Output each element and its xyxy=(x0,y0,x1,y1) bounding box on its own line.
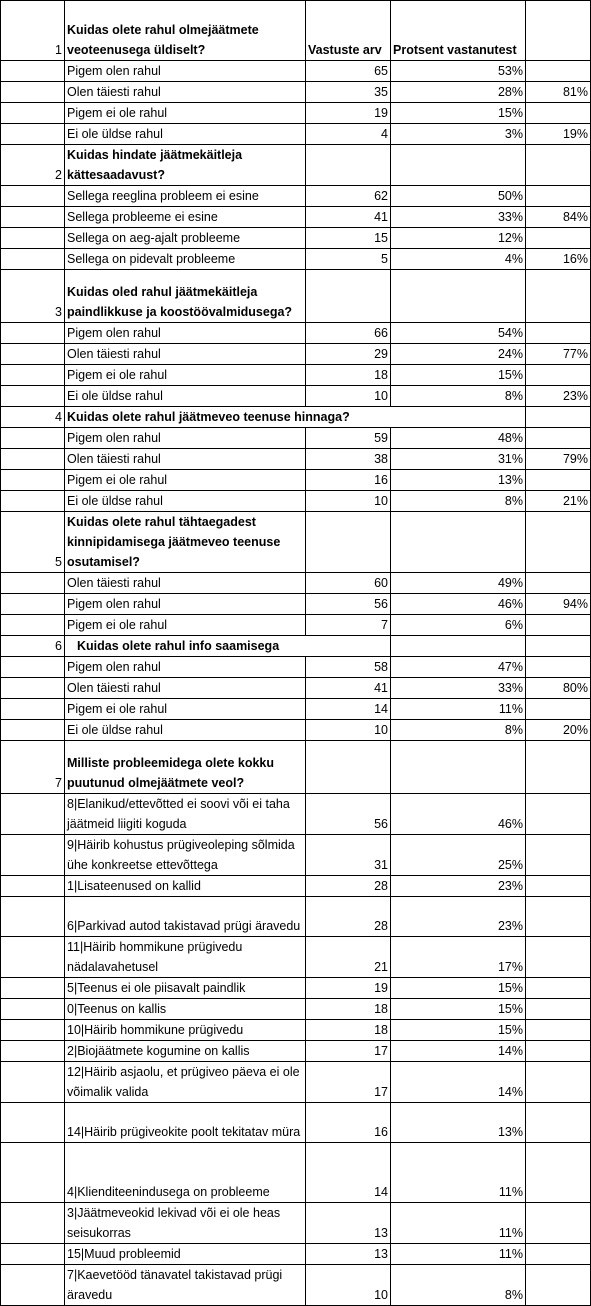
answer-label: Pigem olen rahul xyxy=(65,61,306,82)
empty-cell xyxy=(1,978,65,999)
table-row xyxy=(1,249,591,270)
table-row xyxy=(1,344,591,365)
summary-percent xyxy=(526,1103,591,1143)
empty-cell xyxy=(1,657,65,678)
table-row xyxy=(1,615,591,636)
empty-cell xyxy=(1,386,65,407)
response-count: 17 xyxy=(306,1041,391,1062)
response-percent: 25% xyxy=(391,835,526,876)
answer-label: Olen täiesti rahul xyxy=(65,573,306,594)
empty-cell xyxy=(391,636,526,657)
response-percent: 15% xyxy=(391,365,526,386)
summary-percent xyxy=(526,323,591,344)
table-row xyxy=(1,1265,591,1306)
answer-label: Pigem olen rahul xyxy=(65,594,306,615)
response-percent: 15% xyxy=(391,999,526,1020)
response-percent: 17% xyxy=(391,937,526,978)
response-percent: 33% xyxy=(391,207,526,228)
summary-percent xyxy=(526,186,591,207)
answer-label: 4|Klienditeenindusega on probleeme xyxy=(65,1143,306,1203)
question-number: 2 xyxy=(1,145,65,186)
response-count: 16 xyxy=(306,470,391,491)
summary-percent xyxy=(526,61,591,82)
response-percent: 46% xyxy=(391,594,526,615)
response-percent: 15% xyxy=(391,978,526,999)
response-percent: 23% xyxy=(391,876,526,897)
question-number: 1 xyxy=(1,1,65,61)
response-percent: 54% xyxy=(391,323,526,344)
answer-label: Ei ole üldse rahul xyxy=(65,124,306,145)
response-percent: 6% xyxy=(391,615,526,636)
response-percent: 11% xyxy=(391,699,526,720)
empty-cell xyxy=(1,249,65,270)
response-count: 18 xyxy=(306,999,391,1020)
response-percent: 33% xyxy=(391,678,526,699)
response-count: 41 xyxy=(306,207,391,228)
summary-percent xyxy=(526,1020,591,1041)
response-percent: 31% xyxy=(391,449,526,470)
table-row xyxy=(1,1062,591,1103)
answer-label: 5|Teenus ei ole piisavalt paindlik xyxy=(65,978,306,999)
response-percent: 4% xyxy=(391,249,526,270)
response-count: 14 xyxy=(306,699,391,720)
header-percent: Protsent vastanutest xyxy=(391,1,526,61)
response-percent: 12% xyxy=(391,228,526,249)
table-row xyxy=(1,228,591,249)
empty-cell xyxy=(1,124,65,145)
response-count: 56 xyxy=(306,794,391,835)
response-percent: 24% xyxy=(391,344,526,365)
response-count: 17 xyxy=(306,1062,391,1103)
table-row xyxy=(1,720,591,741)
question-row xyxy=(1,1,591,61)
response-percent: 28% xyxy=(391,82,526,103)
table-row xyxy=(1,61,591,82)
empty-cell xyxy=(1,344,65,365)
summary-percent xyxy=(526,1244,591,1265)
response-percent: 3% xyxy=(391,124,526,145)
response-count: 16 xyxy=(306,1103,391,1143)
table-row xyxy=(1,1244,591,1265)
empty-cell xyxy=(1,61,65,82)
summary-percent: 20% xyxy=(526,720,591,741)
summary-percent xyxy=(526,876,591,897)
answer-label: Pigem olen rahul xyxy=(65,428,306,449)
summary-percent xyxy=(526,1062,591,1103)
summary-percent xyxy=(526,1143,591,1203)
summary-percent: 21% xyxy=(526,491,591,512)
response-count: 56 xyxy=(306,594,391,615)
summary-percent xyxy=(526,428,591,449)
summary-percent xyxy=(526,615,591,636)
response-count: 28 xyxy=(306,876,391,897)
answer-label: 0|Teenus on kallis xyxy=(65,999,306,1020)
response-count: 38 xyxy=(306,449,391,470)
empty-cell xyxy=(1,1020,65,1041)
answer-label: 9|Häirib kohustus prügiveoleping sõlmida ühe konkreetse ettevõttega xyxy=(65,835,306,876)
question-text: Kuidas olete rahul jäätmeveo teenuse hinnaga? xyxy=(65,407,526,428)
response-count: 62 xyxy=(306,186,391,207)
answer-label: Sellega on aeg-ajalt probleeme xyxy=(65,228,306,249)
response-count: 13 xyxy=(306,1244,391,1265)
response-count: 35 xyxy=(306,82,391,103)
summary-percent xyxy=(526,897,591,937)
empty-cell xyxy=(1,186,65,207)
question-row xyxy=(1,145,591,186)
summary-percent xyxy=(526,835,591,876)
response-count: 10 xyxy=(306,1265,391,1306)
summary-percent: 80% xyxy=(526,678,591,699)
response-percent: 46% xyxy=(391,794,526,835)
answer-label: 3|Jäätmeveokid lekivad või ei ole heas seisukorras xyxy=(65,1203,306,1244)
response-count: 7 xyxy=(306,615,391,636)
response-percent: 15% xyxy=(391,103,526,124)
empty-cell xyxy=(1,678,65,699)
response-count: 18 xyxy=(306,1020,391,1041)
empty-cell xyxy=(391,512,526,573)
summary-percent xyxy=(526,103,591,124)
response-count: 5 xyxy=(306,249,391,270)
empty-cell xyxy=(1,103,65,124)
answer-label: Sellega reeglina probleem ei esine xyxy=(65,186,306,207)
empty-cell xyxy=(1,720,65,741)
summary-percent: 77% xyxy=(526,344,591,365)
response-count: 58 xyxy=(306,657,391,678)
response-count: 19 xyxy=(306,103,391,124)
response-percent: 8% xyxy=(391,1265,526,1306)
empty-cell xyxy=(1,835,65,876)
response-percent: 8% xyxy=(391,720,526,741)
table-row xyxy=(1,1103,591,1143)
response-percent: 14% xyxy=(391,1062,526,1103)
empty-cell xyxy=(1,365,65,386)
table-row xyxy=(1,937,591,978)
response-percent: 47% xyxy=(391,657,526,678)
response-percent: 15% xyxy=(391,1020,526,1041)
summary-percent xyxy=(526,1041,591,1062)
empty-cell xyxy=(526,636,591,657)
table-row xyxy=(1,1020,591,1041)
empty-cell xyxy=(526,512,591,573)
answer-label: Ei ole üldse rahul xyxy=(65,720,306,741)
answer-label: 10|Häirib hommikune prügivedu xyxy=(65,1020,306,1041)
answer-label: Olen täiesti rahul xyxy=(65,449,306,470)
table-row xyxy=(1,470,591,491)
empty-cell xyxy=(1,897,65,937)
answer-label: Ei ole üldse rahul xyxy=(65,491,306,512)
question-text: Kuidas olete rahul info saamisega xyxy=(65,636,391,657)
summary-percent xyxy=(526,1203,591,1244)
answer-label: Pigem ei ole rahul xyxy=(65,615,306,636)
table-row xyxy=(1,124,591,145)
empty-cell xyxy=(1,1062,65,1103)
table-row xyxy=(1,897,591,937)
answer-label: Sellega on pidevalt probleeme xyxy=(65,249,306,270)
question-row xyxy=(1,512,591,573)
response-count: 29 xyxy=(306,344,391,365)
empty-cell xyxy=(526,741,591,794)
empty-cell xyxy=(1,573,65,594)
table-row xyxy=(1,1143,591,1203)
response-count: 65 xyxy=(306,61,391,82)
header-count: Vastuste arv xyxy=(306,1,391,61)
table-row xyxy=(1,699,591,720)
question-text: Milliste probleemidega olete kokku puutunud olmejäätmete veol? xyxy=(65,741,306,794)
summary-percent: 16% xyxy=(526,249,591,270)
response-count: 31 xyxy=(306,835,391,876)
summary-percent: 81% xyxy=(526,82,591,103)
question-text: Kuidas oled rahul jäätmekäitleja paindlikkuse ja koostöövalmidusega? xyxy=(65,270,306,323)
answer-label: 11|Häirib hommikune prügivedu nädalavahetusel xyxy=(65,937,306,978)
table-row xyxy=(1,103,591,124)
empty-cell xyxy=(526,1,591,61)
response-percent: 11% xyxy=(391,1203,526,1244)
summary-percent xyxy=(526,470,591,491)
response-count: 66 xyxy=(306,323,391,344)
empty-cell xyxy=(1,615,65,636)
table-row xyxy=(1,573,591,594)
empty-cell xyxy=(1,449,65,470)
response-count: 60 xyxy=(306,573,391,594)
empty-cell xyxy=(526,407,591,428)
empty-cell xyxy=(306,145,391,186)
answer-label: 7|Kaevetööd tänavatel takistavad prügi äravedu xyxy=(65,1265,306,1306)
response-count: 10 xyxy=(306,386,391,407)
summary-percent: 19% xyxy=(526,124,591,145)
summary-percent xyxy=(526,573,591,594)
empty-cell xyxy=(1,699,65,720)
empty-cell xyxy=(1,323,65,344)
response-percent: 23% xyxy=(391,897,526,937)
empty-cell xyxy=(1,937,65,978)
summary-percent: 79% xyxy=(526,449,591,470)
response-percent: 11% xyxy=(391,1244,526,1265)
question-row xyxy=(1,741,591,794)
response-count: 4 xyxy=(306,124,391,145)
response-count: 13 xyxy=(306,1203,391,1244)
summary-percent xyxy=(526,657,591,678)
empty-cell xyxy=(391,741,526,794)
answer-label: Ei ole üldse rahul xyxy=(65,386,306,407)
response-count: 59 xyxy=(306,428,391,449)
answer-label: Pigem ei ole rahul xyxy=(65,365,306,386)
response-count: 18 xyxy=(306,365,391,386)
answer-label: Sellega probleeme ei esine xyxy=(65,207,306,228)
response-percent: 48% xyxy=(391,428,526,449)
table-row xyxy=(1,1041,591,1062)
table-row xyxy=(1,491,591,512)
answer-label: Olen täiesti rahul xyxy=(65,82,306,103)
summary-percent xyxy=(526,999,591,1020)
response-percent: 49% xyxy=(391,573,526,594)
empty-cell xyxy=(1,594,65,615)
question-number: 6 xyxy=(1,636,65,657)
summary-percent: 94% xyxy=(526,594,591,615)
question-number: 5 xyxy=(1,512,65,573)
answer-label: Olen täiesti rahul xyxy=(65,678,306,699)
table-row xyxy=(1,323,591,344)
table-row xyxy=(1,207,591,228)
empty-cell xyxy=(1,82,65,103)
question-row xyxy=(1,270,591,323)
summary-percent xyxy=(526,365,591,386)
empty-cell xyxy=(1,428,65,449)
response-count: 15 xyxy=(306,228,391,249)
response-count: 28 xyxy=(306,897,391,937)
empty-cell xyxy=(1,207,65,228)
question-number: 4 xyxy=(1,407,65,428)
response-count: 10 xyxy=(306,491,391,512)
table-row xyxy=(1,999,591,1020)
answer-label: Pigem olen rahul xyxy=(65,657,306,678)
answer-label: Pigem olen rahul xyxy=(65,323,306,344)
response-percent: 11% xyxy=(391,1143,526,1203)
answer-label: 2|Biojäätmete kogumine on kallis xyxy=(65,1041,306,1062)
empty-cell xyxy=(1,794,65,835)
empty-cell xyxy=(306,512,391,573)
table-row xyxy=(1,1203,591,1244)
question-row xyxy=(1,407,591,428)
empty-cell xyxy=(1,1203,65,1244)
question-text: Kuidas hindate jäätmekäitleja kättesaadavust? xyxy=(65,145,306,186)
empty-cell xyxy=(391,145,526,186)
table-row xyxy=(1,978,591,999)
response-count: 19 xyxy=(306,978,391,999)
empty-cell xyxy=(526,145,591,186)
question-number: 7 xyxy=(1,741,65,794)
response-count: 10 xyxy=(306,720,391,741)
table-row xyxy=(1,386,591,407)
table-row xyxy=(1,794,591,835)
response-percent: 50% xyxy=(391,186,526,207)
table-row xyxy=(1,594,591,615)
empty-cell xyxy=(1,999,65,1020)
response-percent: 13% xyxy=(391,1103,526,1143)
empty-cell xyxy=(1,1265,65,1306)
empty-cell xyxy=(1,228,65,249)
answer-label: 1|Lisateenused on kallid xyxy=(65,876,306,897)
empty-cell xyxy=(1,1041,65,1062)
empty-cell xyxy=(1,470,65,491)
question-text: Kuidas olete rahul olmejäätmete veoteenusega üldiselt? xyxy=(65,1,306,61)
table-row xyxy=(1,449,591,470)
response-percent: 14% xyxy=(391,1041,526,1062)
answer-label: 12|Häirib asjaolu, et prügiveo päeva ei ole võimalik valida xyxy=(65,1062,306,1103)
summary-percent xyxy=(526,228,591,249)
summary-percent: 23% xyxy=(526,386,591,407)
response-percent: 13% xyxy=(391,470,526,491)
response-count: 21 xyxy=(306,937,391,978)
question-number: 3 xyxy=(1,270,65,323)
summary-percent xyxy=(526,794,591,835)
response-count: 14 xyxy=(306,1143,391,1203)
empty-cell xyxy=(306,270,391,323)
table-row xyxy=(1,186,591,207)
table-row xyxy=(1,82,591,103)
question-row xyxy=(1,636,591,657)
empty-cell xyxy=(1,876,65,897)
response-percent: 53% xyxy=(391,61,526,82)
response-percent: 8% xyxy=(391,386,526,407)
response-count: 41 xyxy=(306,678,391,699)
summary-percent xyxy=(526,699,591,720)
answer-label: Olen täiesti rahul xyxy=(65,344,306,365)
table-row xyxy=(1,678,591,699)
response-percent: 8% xyxy=(391,491,526,512)
answer-label: Pigem ei ole rahul xyxy=(65,470,306,491)
question-text: Kuidas olete rahul tähtaegadest kinnipidamisega jäätmeveo teenuse osutamisel? xyxy=(65,512,306,573)
answer-label: 6|Parkivad autod takistavad prügi äravedu xyxy=(65,897,306,937)
table-row xyxy=(1,835,591,876)
answer-label: Pigem ei ole rahul xyxy=(65,699,306,720)
table-row xyxy=(1,876,591,897)
answer-label: 14|Häirib prügiveokite poolt tekitatav müra xyxy=(65,1103,306,1143)
table-row xyxy=(1,365,591,386)
table-row xyxy=(1,428,591,449)
answer-label: 15|Muud probleemid xyxy=(65,1244,306,1265)
summary-percent: 84% xyxy=(526,207,591,228)
empty-cell xyxy=(1,491,65,512)
summary-percent xyxy=(526,978,591,999)
summary-percent xyxy=(526,1265,591,1306)
table-row xyxy=(1,657,591,678)
empty-cell xyxy=(1,1103,65,1143)
empty-cell xyxy=(306,741,391,794)
answer-label: Pigem ei ole rahul xyxy=(65,103,306,124)
answer-label: 8|Elanikud/ettevõtted ei soovi või ei taha jäätmeid liigiti koguda xyxy=(65,794,306,835)
summary-percent xyxy=(526,937,591,978)
empty-cell xyxy=(391,270,526,323)
empty-cell xyxy=(1,1244,65,1265)
empty-cell xyxy=(1,1143,65,1203)
empty-cell xyxy=(526,270,591,323)
